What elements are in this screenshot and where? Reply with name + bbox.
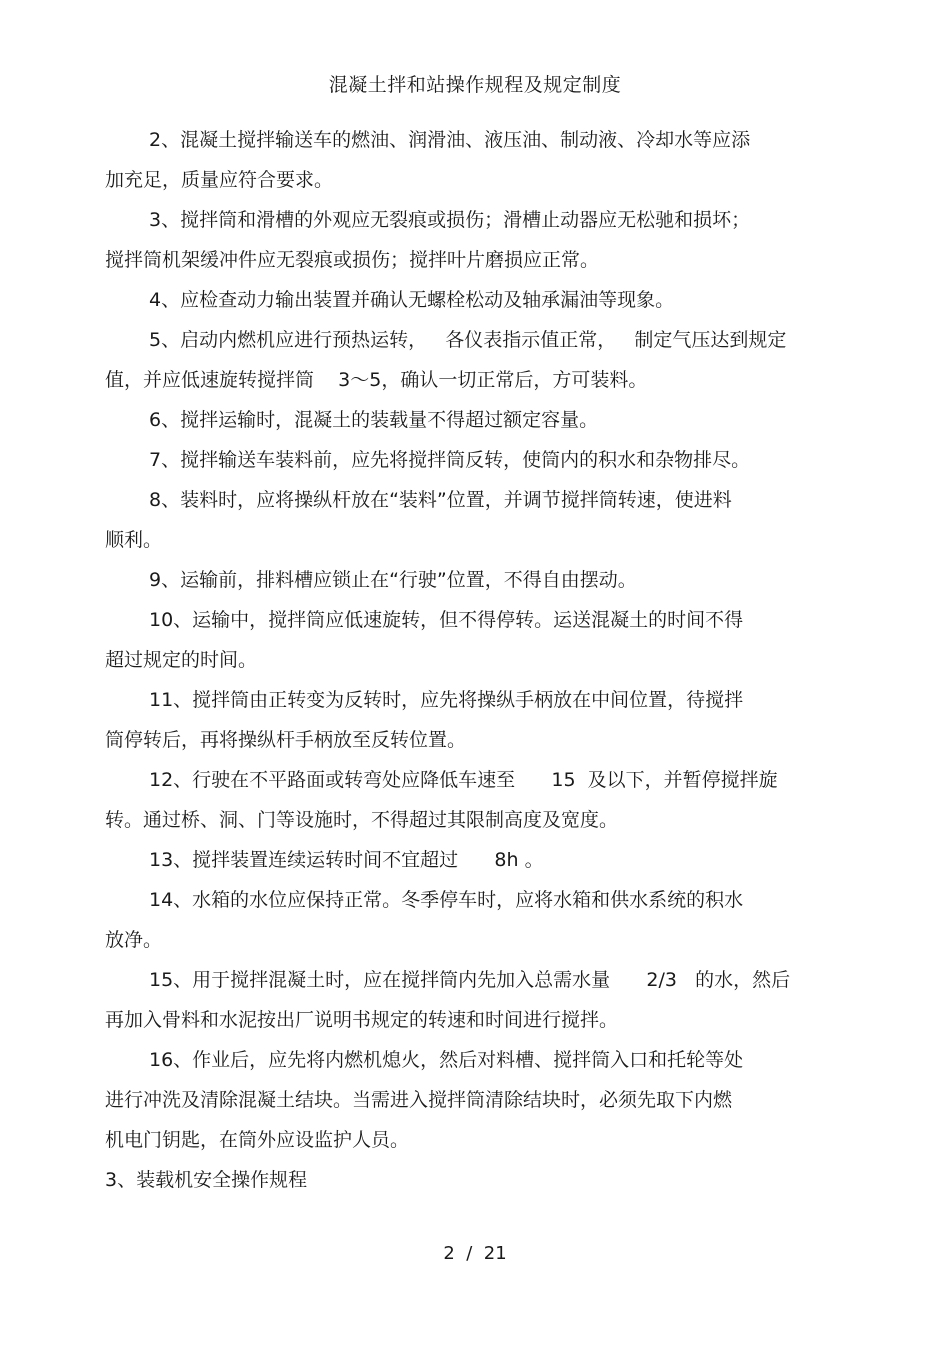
paragraph-line: 9、运输前，排料槽应锁止在“行驶”位置，不得自由摆动。 [149,569,637,591]
paragraph-line: 机电门钥匙，在筒外应设监护人员。 [105,1129,410,1151]
paragraph-line: 16、作业后，应先将内燃机熄火，然后对料槽、搅拌筒入口和托轮等处 [149,1049,744,1071]
paragraph-line: 超过规定的时间。 [105,649,258,671]
paragraph-line: 4、应检查动力输出装置并确认无螺栓松动及轴承漏油等现象。 [149,289,675,311]
paragraph-line: 10、运输中，搅拌筒应低速旋转，但不得停转。运送混凝土的时间不得 [149,609,744,631]
paragraph-line: 5、启动内燃机应进行预热运转， 各仪表指示值正常， 制定气压达到规定 [149,329,787,351]
paragraph-line: 搅拌筒机架缓冲件应无裂痕或损伤；搅拌叶片磨损应正常。 [105,249,600,271]
paragraph-line: 3、搅拌筒和滑槽的外观应无裂痕或损伤；滑槽止动器应无松驰和损坏； [149,209,751,231]
paragraph-line: 加充足，质量应符合要求。 [105,169,334,191]
page-title: 混凝土拌和站操作规程及规定制度 [328,74,622,96]
page-number: 2 / 21 [443,1243,507,1264]
paragraph-line: 转。通过桥、洞、门等设施时，不得超过其限制高度及宽度。 [105,809,619,831]
paragraph-line: 13、搅拌装置连续运转时间不宜超过 8h 。 [149,849,544,871]
paragraph-line: 放净。 [105,929,163,951]
paragraph-line: 14、水箱的水位应保持正常。冬季停车时，应将水箱和供水系统的积水 [149,889,744,911]
paragraph-line: 7、搅拌输送车装料前，应先将搅拌筒反转，使筒内的积水和杂物排尽。 [149,449,751,471]
paragraph-line: 15、用于搅拌混凝土时，应在搅拌筒内先加入总需水量 2/3 的水，然后 [149,969,791,991]
paragraph-line: 顺利。 [105,529,163,551]
paragraph-line: 进行冲洗及清除混凝土结块。当需进入搅拌筒清除结块时，必须先取下内燃 [105,1089,733,1111]
paragraph-line: 12、行驶在不平路面或转弯处应降低车速至 15 及以下，并暂停搅拌旋 [149,769,778,791]
paragraph-line: 值，并应低速旋转搅拌筒 3～5，确认一切正常后，方可装料。 [105,369,648,391]
paragraph-line: 2、混凝土搅拌输送车的燃油、润滑油、液压油、制动液、冷却水等应添 [149,129,751,151]
paragraph-line: 筒停转后，再将操纵杆手柄放至反转位置。 [105,729,467,751]
paragraph-line: 6、搅拌运输时，混凝土的装载量不得超过额定容量。 [149,409,599,431]
paragraph-line: 再加入骨料和水泥按出厂说明书规定的转速和时间进行搅拌。 [105,1009,619,1031]
paragraph-line: 8、装料时，应将操纵杆放在“装料”位置，并调节搅拌筒转速，使进料 [149,489,732,511]
section-heading: 3、装载机安全操作规程 [105,1169,308,1191]
paragraph-line: 11、搅拌筒由正转变为反转时，应先将操纵手柄放在中间位置，待搅拌 [149,689,744,711]
